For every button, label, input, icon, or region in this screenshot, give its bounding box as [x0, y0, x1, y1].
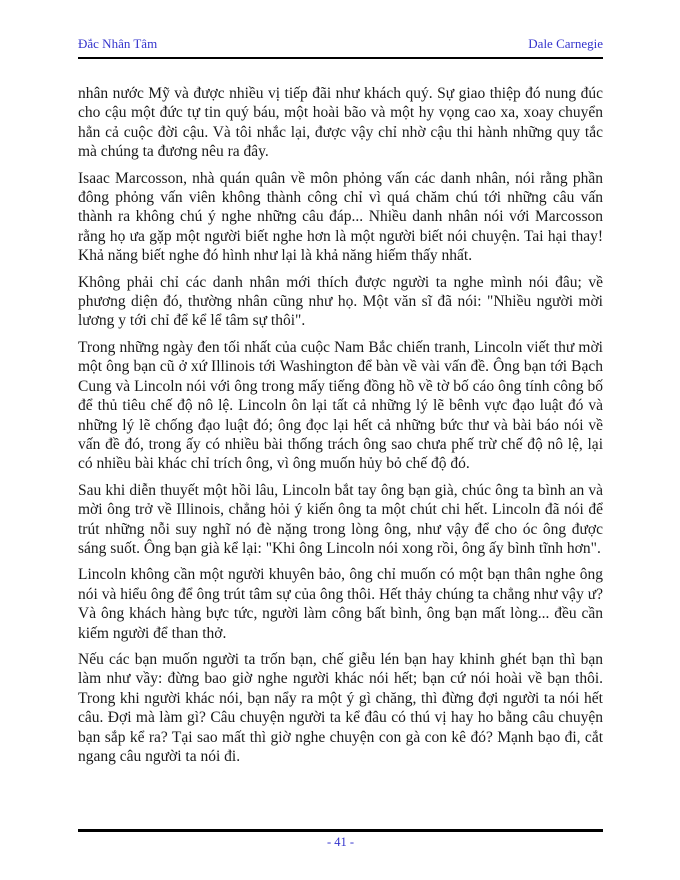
- body-paragraph: nhân nước Mỹ và được nhiều vị tiếp đãi như khách quý. Sự giao thiệp đó nung đúc cho cậu một đức tự tin quý báu, một hoài bão và một hy vọng cao xa, xoay chuyển hẳn cả cuộc đời cậu. Và tôi nhắc lại, được vậy chỉ nhờ cậu thi hành những quy tắc mà chúng ta đương nêu ra đây.: [78, 85, 603, 161]
- header-book-title: Đắc Nhân Tâm: [78, 36, 158, 51]
- body-paragraph: Lincoln không cần một người khuyên bảo, ông chỉ muốn có một bạn thân nghe ông nói và hiểu ông để ông trút tâm sự của ông thôi. Hết thảy chúng ta chẳng như vậy ư? Và ông khách hàng bực tức, người làm công bất bình, ông bạn mất lòng... đều cần kiếm người để than thở.: [78, 566, 603, 642]
- page-number: - 41 -: [326, 835, 355, 849]
- page-header: [78, 36, 603, 59]
- page-footer: [78, 829, 603, 851]
- body-paragraph: Không phải chỉ các danh nhân mới thích được người ta nghe mình nói đâu; về phương diện đó, thường nhân cũng như họ. Một văn sĩ đã nói: "Nhiều người mời lương y tới chỉ để kể lể tâm sự thôi".: [78, 273, 603, 330]
- body-paragraph: Isaac Marcosson, nhà quán quân về môn phỏng vấn các danh nhân, nói rằng phần đông phỏng vấn viên không thành công chỉ vì quá chăm chú tới những câu vấn thành ra không chú ý nghe những câu đáp... Nhiều danh nhân nói với Marcosson rằng họ ưa gặp một người biết nghe hơn là một người biết nói chuyện. Tai hại thay! Khả năng biết nghe đó hình như lại là khả năng hiếm thấy nhất.: [78, 169, 603, 265]
- body-paragraph: Trong những ngày đen tối nhất của cuộc Nam Bắc chiến tranh, Lincoln viết thư mời một ông bạn cũ ở xứ Illinois tới Washington để bàn về vài vấn đề. Ông bạn tới Bạch Cung và Lincoln nói với ông trong mấy tiếng đồng hồ về tờ bố cáo ông tính công bố để thủ tiêu chế độ nô lệ. Lincoln ôn lại tất cả những lý lẽ bênh vực đạo luật đó và những lý lẽ chống đạo luật đó; ông đọc lại hết cả những bức thư và bài báo nói về vấn đề đó, trong ấy có nhiều bài thống trách ông sao chưa phế trừ chế độ nô lệ, lại có nhiều bài khác chỉ trích ông, vì ông muốn hủy bỏ chế độ đó.: [78, 338, 603, 473]
- body-paragraph: Nếu các bạn muốn người ta trốn bạn, chế giễu lén bạn hay khinh ghét bạn thì bạn làm như vầy: đừng bao giờ nghe người khác nói hết; bạn cứ nói hoài về bạn thôi. Trong khi người khác nói, bạn nẩy ra một ý gì chăng, thì đừng đợi người ta nói hết câu. Đợi mà làm gì? Câu chuyện người ta kể đâu có thú vị hay ho bằng câu chuyện bạn sắp kể ra? Tại sao mất thì giờ nghe chuyện con gà con kê đó? Mạnh bạo đi, cắt ngang câu người ta nói đi.: [78, 650, 603, 765]
- body-paragraph: Sau khi diễn thuyết một hồi lâu, Lincoln bắt tay ông bạn già, chúc ông ta bình an và mời ông trở về Illinois, chẳng hỏi ý kiến ông ta một chút chi hết. Lincoln đã nói để trút những nỗi suy nghĩ nó đè nặng trong lòng ông, như vậy để cho óc ông được sáng suốt. Ông bạn già kể lại: "Khi ông Lincoln nói xong rồi, ông ấy bình tĩnh hơn".: [78, 481, 603, 557]
- header-author: Dale Carnegie: [528, 36, 603, 51]
- page-body: [78, 84, 603, 773]
